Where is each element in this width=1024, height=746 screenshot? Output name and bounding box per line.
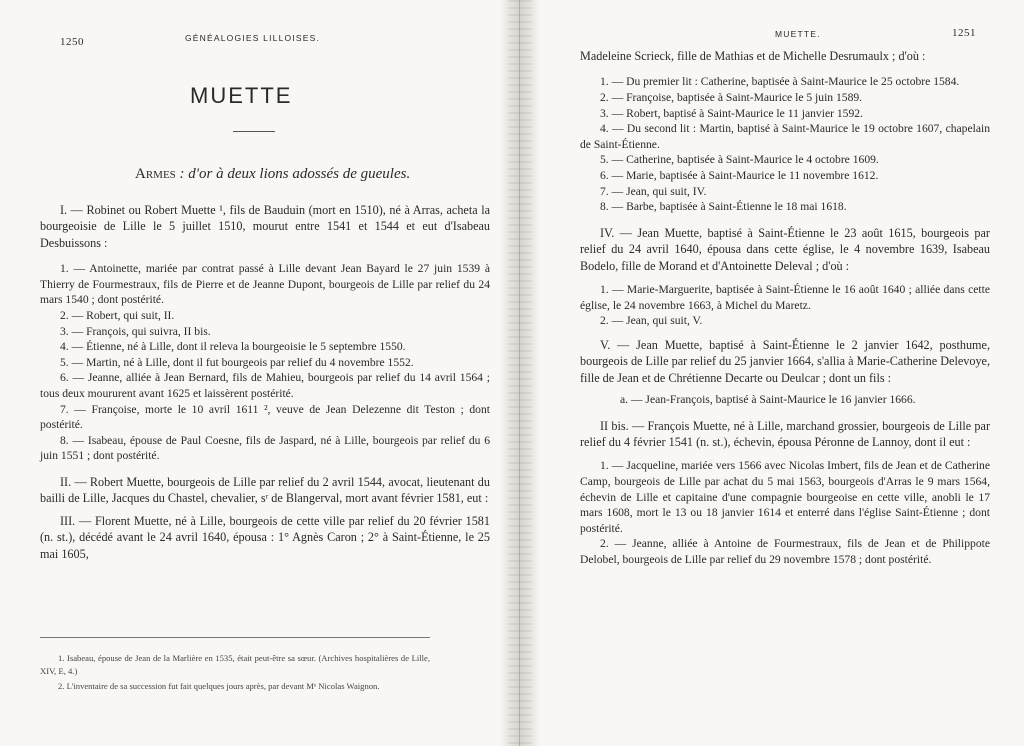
gutter-fold-line — [519, 0, 520, 746]
paragraph-gen-IV: IV. — Jean Muette, baptisé à Saint-Étienne le 23 août 1615, bourgeois par relief du 24 avril 1640, épousa dans cette église, le 4 novembre 1639, Isabeau Bodelo, fille de Morand et d'Antoinette Deleval ; d'où : — [580, 225, 990, 273]
child-2-robert: 2. — Robert, qui suit, II. — [60, 309, 175, 322]
paragraph-gen-II: II. — Robert Muette, bourgeois de Lille par relief du 2 avril 1544, avocat, lieutenant du bailli de Lille, Jacques du Chastel, chevalier, sʳ de Blangerval, mort avant février 1581, eut : — [40, 474, 490, 506]
paragraph-madeleine: Madeleine Scrieck, fille de Mathias et de Michelle Desrumaulx ; d'où : — [580, 49, 926, 63]
child-6-jeanne: 6. — Jeanne, alliée à Jean Bernard, fils de Mahieu, bourgeois par relief du 14 avril 1564 ; tous deux moururent avant 1625 et laissèrent postérité. — [40, 371, 490, 400]
child-4-etienne: 4. — Étienne, né à Lille, dont il releva la bourgeoisie le 5 septembre 1550. — [60, 340, 406, 354]
child-8-isabeau: 8. — Isabeau, épouse de Paul Coesne, fils de Jaspard, né à Lille, bourgeois par relief du 6 juin 1551 ; dont postérité. — [40, 433, 490, 463]
left-running-head — [40, 28, 490, 48]
child-5-martin: 5. — Martin, né à Lille, dont il fut bourgeois par relief du 4 novembre 1552. — [60, 355, 414, 369]
r-child-3-robert: 3. — Robert, baptisé à Saint-Maurice le 11 janvier 1592. — [600, 106, 863, 120]
right-running-head — [580, 28, 990, 44]
paragraph-gen-II-bis: II bis. — François Muette, né à Lille, marchand grossier, bourgeois de Lille par relief du 4 février 1541 (n. st.), échevin, épousa Péronne de Lannoy, dont il eut : — [580, 418, 990, 449]
arms-line — [135, 166, 410, 182]
r-iibis-child-2-jeanne: 2. — Jeanne, alliée à Antoine de Fourmestraux, fils de Jean et de Philippote Delobel, bourgeois de Lille par relief du 29 novembre 1578 ; dont postérité. — [580, 537, 990, 566]
paragraph-gen-III: III. — Florent Muette, né à Lille, bourgeois de cette ville par relief du 20 février 1581 (n. st.), décédé avant le 24 avril 1640, épousa : 1° Agnès Caron ; 2° à Saint-Étienne, le 25 mai 1605, — [40, 513, 490, 561]
left-page-number: 1250 — [60, 36, 84, 48]
left-text-body — [40, 202, 490, 562]
left-page — [40, 0, 490, 746]
r-child-2-francoise: 2. — Françoise, baptisée à Saint-Maurice le 5 juin 1589. — [600, 91, 863, 104]
child-1-antoinette: 1. — Antoinette, mariée par contrat passé à Lille devant Jean Bayard le 27 juin 1539 à Thierry de Fourmestraux, fils de Pierre et de Jeanne Dupont, bourgeois de Lille par relief du 24 mars 1540 ; dont postérité. — [40, 262, 490, 307]
r-iibis-child-1-jacqueline: 1. — Jacqueline, mariée vers 1566 avec Nicolas Imbert, fils de Jean et de Catherine Camp, bourgeois de Lille par achat du 5 mai 1563, bourgeois d'Arras le 9 mars 1564, échevin de Lille et capitaine d'une compagnie bourgeoise en cette ville, anobli le 17 mars 1608, mort le 13 ou 18 janvier 1614 et enterré dans l'église Saint-Étienne ; dont postérité. — [580, 459, 990, 535]
right-text-body — [580, 48, 990, 568]
title-rule — [233, 131, 275, 132]
right-page-number: 1251 — [952, 27, 976, 39]
r-v-child-a-jean-francois: a. — Jean-François, baptisé à Saint-Maurice le 16 janvier 1666. — [620, 392, 916, 406]
left-running-title: GÉNÉALOGIES LILLOISES. — [185, 33, 321, 43]
paragraph-gen-I: I. — Robinet ou Robert Muette ¹, fils de Bauduin (mort en 1510), né à Arras, acheta la bourgeoisie de Lille le 5 juillet 1510, mourut entre 1541 et 1544 et eut d'Isabeau Desbuissons : — [40, 203, 490, 250]
arms-label: Armes — [135, 166, 176, 182]
right-running-title: MUETTE. — [775, 29, 821, 39]
footnote-rule — [40, 637, 430, 638]
child-7-francoise: 7. — Françoise, morte le 10 avril 1611 ², veuve de Jean Delezenne dit Teston ; dont postérité. — [40, 402, 490, 432]
footnotes — [40, 652, 430, 693]
family-title: MUETTE — [190, 83, 293, 108]
r-child-6-marie: 6. — Marie, baptisée à Saint-Maurice le 11 novembre 1612. — [600, 168, 879, 182]
r-child-7-jean: 7. — Jean, qui suit, IV. — [600, 184, 707, 198]
right-page — [580, 0, 990, 746]
gutter-scan-noise — [508, 0, 532, 746]
r-child-1-catherine: 1. — Du premier lit : Catherine, baptisée à Saint-Maurice le 25 octobre 1584. — [600, 75, 960, 89]
child-3-francois: 3. — François, qui suivra, II bis. — [60, 324, 211, 338]
footnote-1: 1. Isabeau, épouse de Jean de la Marlière en 1535, était peut-être sa sœur. (Archives hospitalières de Lille, XIV, E, 4.) — [40, 653, 430, 676]
r-child-5-catherine: 5. — Catherine, baptisée à Saint-Maurice le 4 octobre 1609. — [600, 153, 879, 167]
arms-text: : d'or à deux lions adossés de gueules. — [175, 166, 411, 182]
paragraph-gen-V: V. — Jean Muette, baptisé à Saint-Étienne le 2 janvier 1642, posthume, bourgeois de Lille par relief du 25 janvier 1664, s'allia à Marie-Catherine Delevoye, fille de Jean et de Chrétienne Decarte ou Deulcar ; dont un fils : — [580, 337, 990, 385]
r-iv-child-1-marie-marguerite: 1. — Marie-Marguerite, baptisée à Saint-Étienne le 16 août 1640 ; alliée dans cette église, le 24 novembre 1663, à Michel du Maretz. — [580, 282, 990, 312]
footnote-2: 2. L'inventaire de sa succession fut fait quelques jours après, par devant Mᵉ Nicolas Waignon. — [58, 681, 380, 691]
r-child-4-martin: 4. — Du second lit : Martin, baptisé à Saint-Maurice le 19 octobre 1607, chapelain de Saint-Étienne. — [580, 122, 990, 151]
r-iv-child-2-jean: 2. — Jean, qui suit, V. — [600, 314, 703, 328]
r-child-8-barbe: 8. — Barbe, baptisée à Saint-Étienne le 18 mai 1618. — [600, 200, 847, 214]
